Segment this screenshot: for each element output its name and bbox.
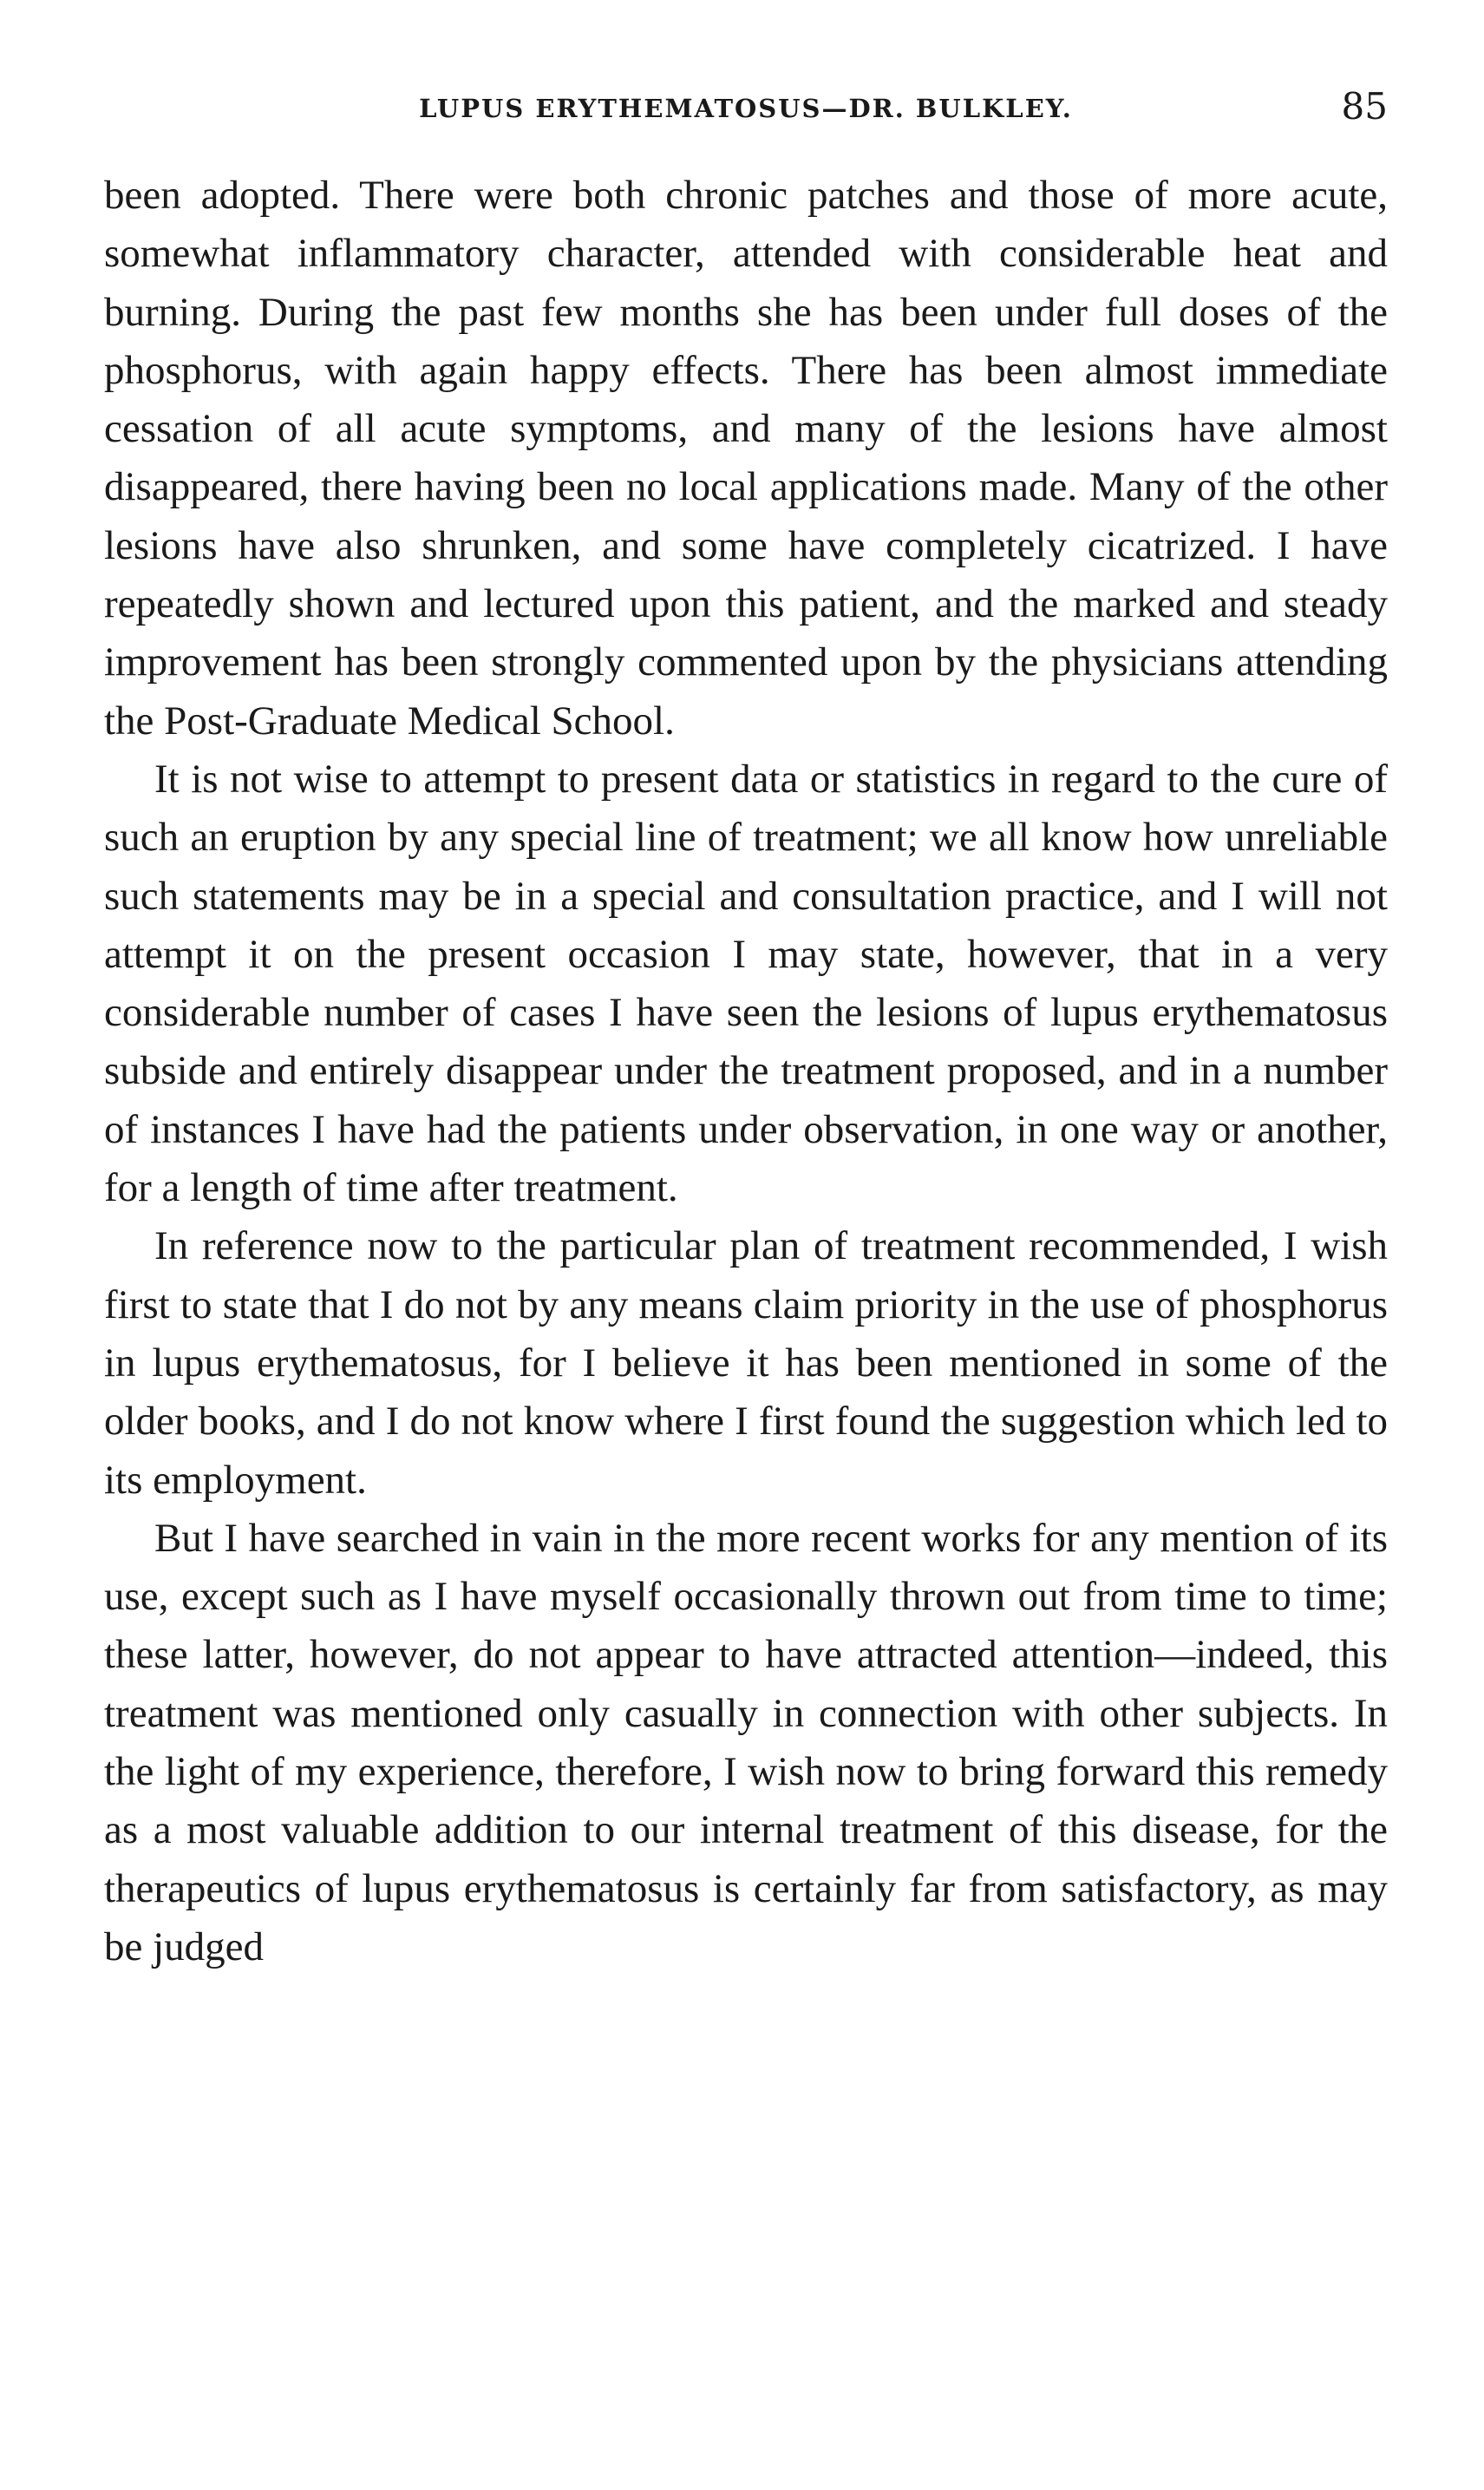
book-page: [104, 78, 1388, 1976]
paragraph-continued: been adopted. There were both chronic patches and those of more acute, somewhat inflammatory character, attended with considerable heat and burning. During the past few months she has been under full doses of the phosphorus, with again happy effects. There has been almost immediate cessation of all acute symptoms, and many of the lesions have almost disappeared, there having been no local applications made. Many of the other lesions have also shrunken, and some have completely cicatrized. I have repeatedly shown and lectured upon this patient, and the marked and steady improvement has been strongly commented upon by the physicians attending the Post-Graduate Medical School.: [104, 173, 1388, 744]
page-number: 85: [1341, 85, 1388, 128]
paragraph: But I have searched in vain in the more recent works for any mention of its use, except such as I have myself occasionally thrown out from time to time; these latter, however, do not appear to have attracted attention—indeed, this treatment was mentioned only casually in connection with other subjects. In the light of my experience, therefore, I wish now to bring forward this remedy as a most valuable addition to our internal treatment of this disease, for the therapeutics of lupus erythematosus is certainly far from satisfactory, as may be judged: [104, 1515, 1388, 1969]
body-text: [104, 167, 1388, 1976]
paragraph: It is not wise to attempt to present data or statistics in regard to the cure of such an eruption by any special line of treatment; we all know how unreliable such statements may be in a special and consultation practice, and I will not attempt it on the present occasion I may state, however, that in a very considerable number of cases I have seen the lesions of lupus erythematosus subside and entirely disappear under the treatment proposed, and in a number of instances I have had the patients under observation, in one way or another, for a length of time after treatment.: [104, 756, 1388, 1211]
running-head: [104, 78, 1388, 147]
paragraph: In reference now to the particular plan of treatment recommended, I wish first to state that I do not by any means claim priority in the use of phosphorus in lupus erythematosus, for I believe it has been mentioned in some of the older books, and I do not know where I first found the suggestion which led to its employment.: [104, 1223, 1388, 1503]
running-title: LUPUS ERYTHEMATOSUS—DR. BULKLEY.: [419, 94, 1073, 123]
